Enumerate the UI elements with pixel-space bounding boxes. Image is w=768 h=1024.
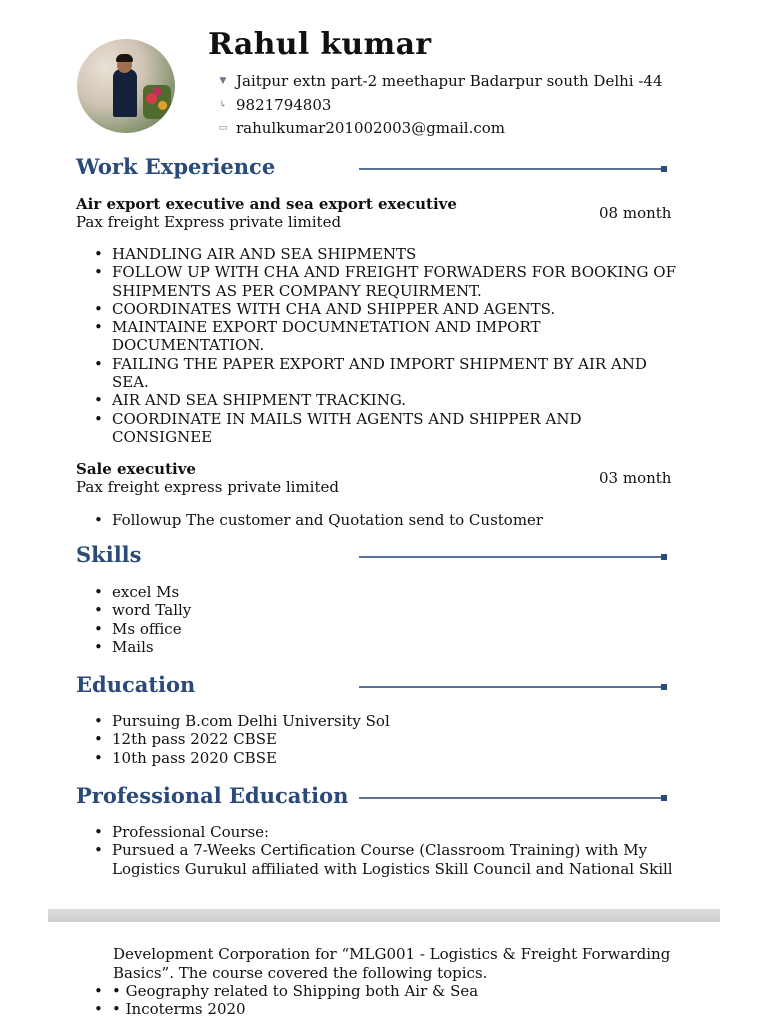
job-company: Pax freight Express private limited — [76, 213, 342, 231]
list-item: • COORDINATES WITH CHA AND SHIPPER AND AGENTS. — [76, 300, 676, 318]
job-duration: 08 month — [599, 204, 672, 222]
section-divider — [359, 556, 661, 558]
divider-end-marker — [661, 554, 667, 560]
address-text: Jaitpur extn part-2 meethapur Badarpur south Delhi -44 — [236, 72, 663, 90]
professional-education-heading: Professional Education — [76, 783, 349, 808]
location-icon: ▼ — [219, 76, 227, 86]
phone-line — [216, 96, 331, 114]
skills-heading: Skills — [76, 542, 142, 567]
list-item: • Ms office — [76, 620, 676, 638]
section-divider — [359, 686, 661, 688]
list-item: • Pursued a 7-Weeks Certification Course (Classroom Training) with My Logistics Gurukul affiliated with Logistics Skill Council and National Skill — [76, 841, 676, 878]
list-item: • 12th pass 2022 CBSE — [76, 730, 676, 748]
divider-end-marker — [661, 684, 667, 690]
candidate-name: Rahul kumar — [208, 27, 432, 62]
job-duties-list — [76, 245, 676, 446]
list-item: • COORDINATE IN MAILS WITH AGENTS AND SHIPPER AND CONSIGNEE — [76, 410, 676, 447]
education-heading: Education — [76, 672, 196, 697]
phone-icon: ↳ — [219, 100, 227, 110]
job-company: Pax freight express private limited — [76, 478, 339, 496]
address-line — [216, 72, 663, 90]
job-duties-list — [76, 511, 676, 529]
email-line — [216, 119, 505, 137]
email-icon: ▭ — [218, 123, 228, 133]
list-item: • Followup The customer and Quotation send to Customer — [76, 511, 676, 529]
course-topics-list — [76, 982, 676, 1019]
job-duration: 03 month — [599, 469, 672, 487]
work-experience-heading: Work Experience — [76, 154, 276, 179]
education-list — [76, 712, 676, 767]
list-item: • • Geography related to Shipping both Air & Sea — [76, 982, 676, 1000]
list-item: • excel Ms — [76, 583, 676, 601]
list-item: • FAILING THE PAPER EXPORT AND IMPORT SHIPMENT BY AIR AND SEA. — [76, 355, 676, 392]
course-description: Development Corporation for “MLG001 - Logistics & Freight Forwarding Basics”. The course covered the following topics. — [113, 945, 671, 982]
professional-education-list — [76, 823, 676, 878]
phone-text: 9821794803 — [236, 96, 332, 114]
email-text: rahulkumar201002003@gmail.com — [236, 119, 505, 137]
list-item: • Pursuing B.com Delhi University Sol — [76, 712, 676, 730]
list-item: • Mails — [76, 638, 676, 656]
divider-end-marker — [661, 795, 667, 801]
list-item: • HANDLING AIR AND SEA SHIPMENTS — [76, 245, 676, 263]
section-divider — [359, 797, 661, 799]
list-item: • Professional Course: — [76, 823, 676, 841]
list-item: • 10th pass 2020 CBSE — [76, 749, 676, 767]
job-role: Sale executive — [76, 460, 196, 478]
divider-end-marker — [661, 166, 667, 172]
job-role: Air export executive and sea export executive — [76, 195, 457, 213]
skills-list — [76, 583, 676, 656]
profile-photo — [77, 39, 175, 133]
list-item: • • Incoterms 2020 — [76, 1000, 676, 1018]
list-item: • word Tally — [76, 601, 676, 619]
section-divider — [359, 168, 661, 170]
list-item: • MAINTAINE EXPORT DOCUMNETATION AND IMPORT DOCUMENTATION. — [76, 318, 676, 355]
page-break — [48, 909, 720, 922]
list-item: • FOLLOW UP WITH CHA AND FREIGHT FORWADERS FOR BOOKING OF SHIPMENTS AS PER COMPANY REQUIRMENT. — [76, 263, 676, 300]
list-item: • AIR AND SEA SHIPMENT TRACKING. — [76, 391, 676, 409]
